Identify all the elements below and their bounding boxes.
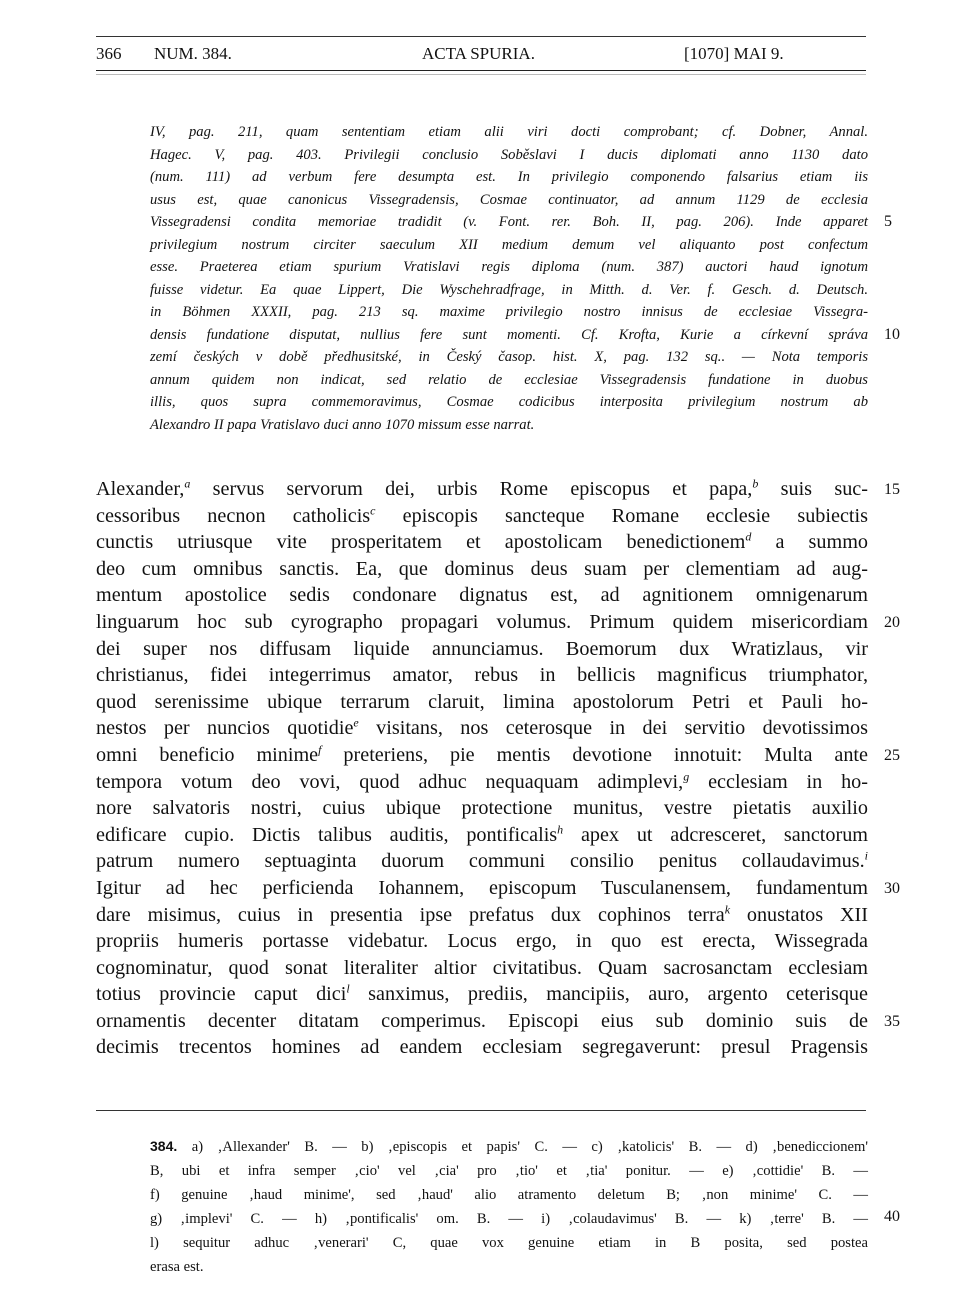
footnote-line <box>150 1183 868 1207</box>
text-segment: ornamentis decenter ditatam comperimus. Episcopi eius sub dominio suis de <box>96 1009 868 1032</box>
footnote-line <box>150 1255 868 1279</box>
text-segment: quod serenissime ubique terrarum claruit, limina apostolorum Petri et Pauli ho- <box>96 690 868 713</box>
footnote-marker[interactable]: f <box>318 742 322 757</box>
margin-line-number: 10 <box>884 325 900 343</box>
text-line <box>96 636 868 663</box>
text-line <box>96 529 868 556</box>
footnote-marker[interactable]: c <box>370 502 376 517</box>
critical-apparatus <box>150 1134 868 1279</box>
text-line <box>96 848 868 875</box>
text-line <box>96 556 868 583</box>
intro-line: Hagec. V, pag. 403. Privilegii conclusio Soběslavi I ducis diplomati anno 1130 dato <box>150 146 868 163</box>
intro-line: in Böhmen XXXII, pag. 213 sq. maxime privilegio nostro innisus de ecclesiae Vissegra- <box>150 304 868 320</box>
footnote-marker[interactable]: i <box>864 848 868 863</box>
footnote-marker[interactable]: h <box>557 821 564 836</box>
text-line <box>96 742 868 769</box>
introductory-commentary <box>150 121 868 436</box>
text-line <box>96 928 868 955</box>
text-segment: deo cum omnibus sanctis. Ea, que dominus deus suam per clementiam ad aug- <box>96 557 868 580</box>
header-rule-secondary <box>96 74 866 75</box>
footnote-marker[interactable]: e <box>353 715 359 730</box>
intro-line: usus est, quae canonicus Vissegradensis, Cosmae continuator, ad annum 1129 de ecclesia <box>150 191 868 208</box>
margin-line-number: 20 <box>884 614 900 631</box>
margin-line-number: 35 <box>884 1013 900 1030</box>
margin-line-number: 40 <box>884 1208 900 1225</box>
text-line <box>96 503 868 530</box>
text-segment: Igitur ad hec perficienda Iohannem, episcopum Tusculanensem, fundamentum <box>96 876 868 899</box>
text-line <box>96 689 868 716</box>
text-line <box>96 955 868 982</box>
text-line <box>96 822 868 849</box>
footnote-line <box>150 1159 868 1183</box>
footnote-line <box>150 1207 868 1231</box>
text-segment: decimis trecentos homines ad eandem ecclesiam segregaverunt: presul Pragensis <box>96 1036 868 1059</box>
intro-line: privilegium nostrum circiter saeculum XII medium demum vel aliquanto post confectum <box>150 236 868 253</box>
charter-text <box>96 476 868 1061</box>
footnote-text: B, ubi et infra semper ‚cio' vel ‚cia' pro ‚tio' et ‚tia' ponitur. — e) ‚cottidie' B. — <box>150 1163 868 1179</box>
footnote-text: a) ‚Allexander' B. — b) ‚episcopis et papis' C. — c) ‚katolicis' B. — d) ‚benediccionem' <box>191 1139 868 1155</box>
text-line <box>96 662 868 689</box>
text-segment: cognominatur, quod sonat literaliter altior civitatibus. Quam sacrosanctam ecclesiam <box>96 956 868 979</box>
text-line <box>96 875 868 902</box>
text-segment: dei super nos diffusam liquide annunciamus. Boemorum dux Wratizlaus, vir <box>96 637 868 660</box>
footnote-marker[interactable]: a <box>184 476 191 491</box>
text-segment: edificare cupio. Dictis talibus auditis, pontificalis <box>96 823 558 846</box>
text-line <box>96 1034 868 1061</box>
text-segment: Alexander, <box>96 478 185 500</box>
text-segment: episcopis sancteque Romane ecclesie subiectis <box>375 504 868 527</box>
text-segment: omni beneficio minime <box>96 743 319 766</box>
text-segment: apex ut adcresceret, sanctorum <box>563 823 868 846</box>
intro-line: annum quidem non indicat, sed relatio de ecclesiae Vissegradensis fundatione in duobus <box>150 371 868 388</box>
intro-line: Vissegradensi condita memoriae tradidit (v. Font. rer. Boh. II, pag. 206). Inde apparet <box>150 214 868 230</box>
footnote-marker[interactable]: d <box>745 529 752 544</box>
document-number: NUM. 384. <box>154 44 232 63</box>
footnote-text: f) genuine ‚haud minime', sed ‚haud' alio atramento deletum B; ‚non minime' C. — <box>150 1187 868 1203</box>
text-line <box>96 609 868 636</box>
footnote-marker[interactable]: k <box>724 901 731 916</box>
footnote-marker[interactable]: b <box>752 476 759 491</box>
text-segment: nore salvatoris nostri, cuius ubique protectione munitus, vestre pietatis auxilio <box>96 797 868 820</box>
intro-line: esse. Praeterea etiam spurium Vratislavi regis diploma (num. 387) auctori haud ignotum <box>150 259 868 275</box>
margin-line-number: 15 <box>884 481 900 498</box>
text-segment: cessoribus necnon catholicis <box>96 504 371 527</box>
text-segment: a summo <box>751 531 868 554</box>
footnote-line <box>150 1231 868 1255</box>
margin-line-number: 5 <box>884 213 892 230</box>
footnote-text: g) ‚implevi' C. — h) ‚pontificalis' om. B. — i) ‚colaudavimus' B. — k) ‚terre' B. — <box>150 1211 868 1227</box>
text-segment: patrum numero septuaginta duorum communi consilio penitus collaudavimus. <box>96 850 865 873</box>
text-segment: tempora votum deo vovi, quod adhuc nequaquam adimplevi, <box>96 770 684 793</box>
intro-line: illis, quos supra commemoravimus, Cosmae codicibus interposita privilegium nostrum ab <box>150 394 868 410</box>
margin-line-number: 25 <box>884 747 900 764</box>
text-segment: onustatos XII <box>730 903 868 926</box>
page-number: 366 <box>96 44 122 63</box>
intro-line: Alexandro II papa Vratislavo duci anno 1070 missum esse narrat. <box>150 416 535 433</box>
text-segment: ecclesiam in ho- <box>689 770 868 793</box>
footnote-line <box>150 1134 868 1159</box>
text-segment: mentum apostolice sedis condonare dignatus est, ad agnitionem omnigenarum <box>96 584 868 607</box>
text-segment: christianus, fidei integerrimus amator, rebus in bellicis magnificus triumphator, <box>96 664 868 687</box>
text-line <box>96 582 868 609</box>
intro-line: zemí českých v době předhusitské, in Český časop. hist. X, pag. 132 sq.. — Nota temporis <box>150 349 868 365</box>
running-header <box>96 44 866 72</box>
footnote-text: l) sequitur adhuc ‚venerari' C, quae vox genuine etiam in B posita, sed postea <box>150 1235 868 1251</box>
text-segment: nestos per nuncios quotidie <box>96 717 354 740</box>
text-segment: dare misimus, cuius in presentia ipse prefatus dux cophinos terra <box>96 903 725 926</box>
text-segment: linguarum hoc sub cyrographo propagari volumus. Primum quidem misericordiam <box>96 610 868 633</box>
section-title: ACTA SPURIA. <box>422 44 535 63</box>
text-segment: sanximus, prediis, mancipiis, auro, argento ceterisque <box>349 983 868 1006</box>
intro-line: fuisse videtur. Ea quae Lippert, Die Wyschehradfrage, in Mitth. d. Ver. f. Gesch. d. Deutsch. <box>150 281 868 298</box>
text-segment: suis suc- <box>758 478 868 500</box>
top-rule <box>96 36 866 37</box>
text-segment: preteriens, pie mentis devotione innotuit: Multa ante <box>321 743 868 766</box>
footnote-marker[interactable]: l <box>346 981 350 996</box>
text-segment: propriis humeris portasse videbatur. Locus ergo, in quo est erecta, Wissegrada <box>96 930 868 953</box>
footnote-document-number: 384. <box>150 1138 178 1154</box>
document-date: [1070] MAI 9. <box>684 44 784 63</box>
footnote-text: erasa est. <box>150 1259 204 1275</box>
footnote-rule <box>96 1110 866 1111</box>
text-line <box>96 795 868 822</box>
header-rule <box>96 70 866 71</box>
intro-line: densis fundatione disputat, nullius fere sunt momenti. Cf. Krofta, Kurie a církevní správa <box>150 326 868 343</box>
text-segment: servus servorum dei, urbis Rome episcopus et papa, <box>190 478 753 500</box>
intro-line: (num. 111) ad verbum fere desumpta est. In privilegio componendo falsarius etiam iis <box>150 169 868 185</box>
intro-line: IV, pag. 211, quam sententiam etiam alii viri docti comprobant; cf. Dobner, Annal. <box>150 124 868 140</box>
footnote-marker[interactable]: g <box>683 768 690 783</box>
text-segment: totius provincie caput dici <box>96 983 347 1006</box>
text-line <box>96 981 868 1008</box>
text-line <box>96 902 868 929</box>
text-line <box>96 769 868 796</box>
text-line <box>96 1008 868 1035</box>
text-segment: visitans, nos ceterosque in dei servitio devotissimos <box>358 717 868 740</box>
text-line <box>96 715 868 742</box>
margin-line-number: 30 <box>884 880 900 897</box>
text-line <box>96 476 868 503</box>
text-segment: cunctis utriusque vite prosperitatem et apostolicam benedictionem <box>96 531 746 554</box>
